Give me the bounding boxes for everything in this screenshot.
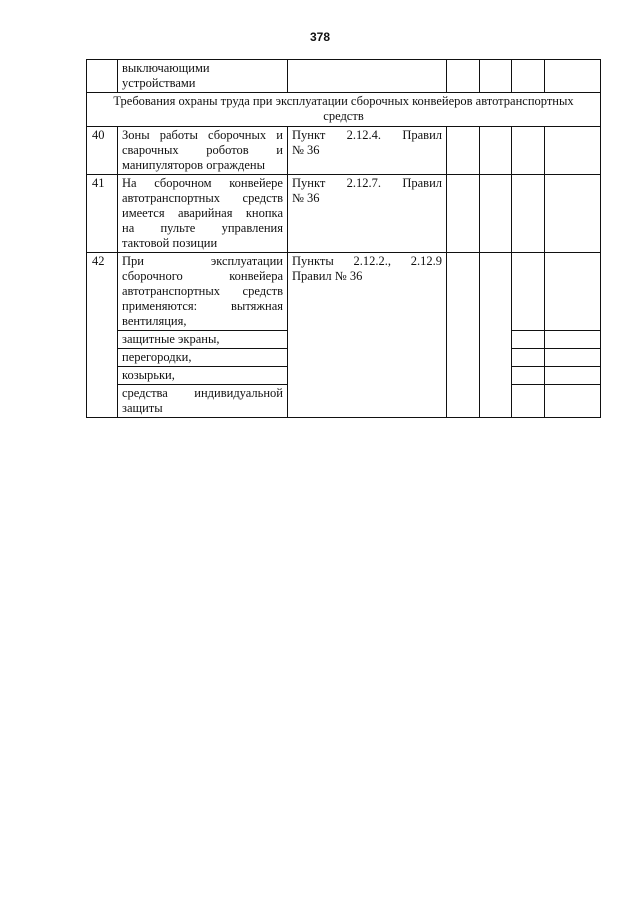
requirement-line: тактовой позиции <box>122 236 218 250</box>
requirement-line: применяются: вытяжная <box>122 299 283 313</box>
reference-line: Пункты 2.12.2., 2.12.9 <box>292 254 442 268</box>
reference-line: № 36 <box>292 143 320 157</box>
cell-notes <box>545 253 601 331</box>
requirement-line: автотранспортных средств <box>122 191 283 205</box>
cell-check-yes <box>447 60 480 93</box>
page-number: 378 <box>309 30 331 44</box>
cell-num: 41 <box>87 175 118 253</box>
cell-check-no <box>480 253 512 418</box>
requirement-line: На сборочном конвейере <box>122 176 283 190</box>
cell-check-no <box>480 127 512 175</box>
cell-requirement-sub: козырьки, <box>118 367 288 385</box>
cell-check-no <box>480 175 512 253</box>
cell-check-na <box>512 60 545 93</box>
requirement-line: манипуляторов ограждены <box>122 158 266 172</box>
requirement-line: на пульте управления <box>122 221 283 235</box>
cell-check-na <box>512 349 545 367</box>
cell-check-na <box>512 253 545 331</box>
reference-line: Пункт 2.12.4. Правил <box>292 128 442 142</box>
section-header <box>87 93 601 127</box>
cell-notes <box>545 385 601 418</box>
requirement-line: сборочного конвейера <box>122 269 283 283</box>
reference-line: Пункт 2.12.7. Правил <box>292 176 442 190</box>
cell-check-yes <box>447 253 480 418</box>
section-header-line: средств <box>323 109 364 123</box>
requirement-line: средства индивидуальной <box>122 386 283 400</box>
table-row <box>87 127 601 175</box>
requirement-line: сварочных роботов и <box>122 143 283 157</box>
table-row <box>87 175 601 253</box>
cell-requirement-sub <box>118 385 288 418</box>
requirement-line: выключающими <box>122 61 210 75</box>
requirement-line: вентиляция, <box>122 314 187 328</box>
table-row-continuation <box>87 60 601 93</box>
cell-check-na <box>512 385 545 418</box>
cell-check-yes <box>447 127 480 175</box>
cell-check-na <box>512 367 545 385</box>
cell-reference <box>288 253 447 418</box>
cell-check-na <box>512 175 545 253</box>
cell-check-no <box>480 60 512 93</box>
cell-reference <box>288 127 447 175</box>
cell-requirement <box>118 253 288 331</box>
reference-line: № 36 <box>292 191 320 205</box>
reference-line: Правил № 36 <box>292 269 363 283</box>
cell-notes <box>545 175 601 253</box>
cell-notes <box>545 127 601 175</box>
cell-requirement-sub: перегородки, <box>118 349 288 367</box>
requirement-line: имеется аварийная кнопка <box>122 206 283 220</box>
cell-check-na <box>512 331 545 349</box>
section-header-row <box>87 93 601 127</box>
cell-requirement-sub: защитные экраны, <box>118 331 288 349</box>
requirement-line: При эксплуатации <box>122 254 283 268</box>
cell-num: 40 <box>87 127 118 175</box>
cell-notes <box>545 331 601 349</box>
cell-requirement <box>118 60 288 93</box>
cell-reference <box>288 60 447 93</box>
checklist-table <box>86 59 601 418</box>
requirement-line: защиты <box>122 401 163 415</box>
cell-requirement <box>118 127 288 175</box>
cell-requirement <box>118 175 288 253</box>
cell-reference <box>288 175 447 253</box>
cell-notes <box>545 60 601 93</box>
cell-num <box>87 60 118 93</box>
table-row <box>87 253 601 331</box>
cell-num: 42 <box>87 253 118 418</box>
cell-check-yes <box>447 175 480 253</box>
cell-check-na <box>512 127 545 175</box>
requirement-line: автотранспортных средств <box>122 284 283 298</box>
section-header-line: Требования охраны труда при эксплуатации сборочных конвейеров автотранспортных <box>113 94 574 108</box>
cell-notes <box>545 349 601 367</box>
requirement-line: Зоны работы сборочных и <box>122 128 283 142</box>
requirement-line: устройствами <box>122 76 196 90</box>
cell-notes <box>545 367 601 385</box>
